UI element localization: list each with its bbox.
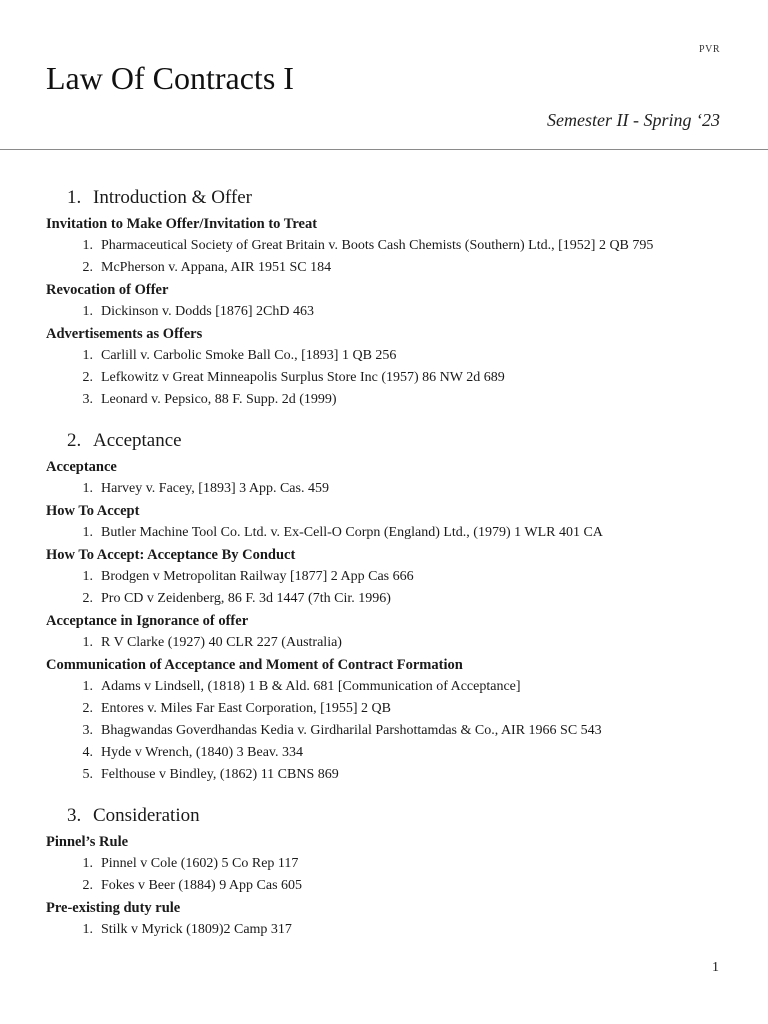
section — [46, 804, 736, 941]
case-citation: Fokes v Beer (1884) 9 App Cas 605 — [101, 878, 303, 893]
case-citation: Brodgen v Metropolitan Railway [1877] 2 App Cas 666 — [101, 569, 414, 584]
author-initials: PVR — [699, 44, 720, 55]
case-item — [46, 345, 736, 367]
section-title: Consideration — [93, 805, 200, 826]
case-item — [46, 853, 736, 875]
case-number: 3. — [82, 392, 93, 407]
case-item — [46, 389, 736, 411]
case-item — [46, 367, 736, 389]
case-citation: Hyde v Wrench, (1840) 3 Beav. 334 — [101, 745, 303, 760]
section-title: Acceptance — [93, 430, 182, 451]
case-number: 4. — [82, 745, 93, 760]
case-number: 1. — [82, 304, 93, 319]
header-divider — [0, 149, 768, 150]
section-heading — [46, 804, 736, 828]
case-list — [46, 301, 736, 323]
document-body — [46, 186, 736, 959]
case-list — [46, 566, 736, 610]
section — [46, 429, 736, 786]
case-item — [46, 720, 736, 742]
case-item — [46, 522, 736, 544]
topic-heading: How To Accept — [46, 503, 140, 519]
case-number: 1. — [82, 481, 93, 496]
section-number: 1. — [67, 187, 82, 208]
case-list — [46, 632, 736, 654]
case-number: 1. — [82, 238, 93, 253]
case-citation: Pharmaceutical Society of Great Britain v. Boots Cash Chemists (Southern) Ltd., [1952] 2 QB 795 — [101, 238, 654, 253]
case-number: 2. — [82, 260, 93, 275]
case-item — [46, 698, 736, 720]
topic-heading: Invitation to Make Offer/Invitation to Treat — [46, 216, 318, 232]
case-citation: Lefkowitz v Great Minneapolis Surplus Store Inc (1957) 86 NW 2d 689 — [101, 370, 505, 385]
section-number: 2. — [67, 430, 82, 451]
section — [46, 186, 736, 411]
case-number: 1. — [82, 348, 93, 363]
case-citation: Stilk v Myrick (1809)2 Camp 317 — [101, 922, 292, 937]
case-list — [46, 853, 736, 897]
page-number: 1 — [712, 960, 719, 975]
topic-heading: Communication of Acceptance and Moment of Contract Formation — [46, 657, 463, 673]
topic-heading: Pre-existing duty rule — [46, 900, 181, 916]
case-item — [46, 764, 736, 786]
case-number: 1. — [82, 856, 93, 871]
topic-heading: Acceptance — [46, 459, 117, 475]
case-number: 2. — [82, 591, 93, 606]
case-citation: Pinnel v Cole (1602) 5 Co Rep 117 — [101, 856, 299, 871]
section-number: 3. — [67, 805, 82, 826]
case-citation: Leonard v. Pepsico, 88 F. Supp. 2d (1999) — [101, 392, 337, 407]
case-item — [46, 257, 736, 279]
topic-heading: Acceptance in Ignorance of offer — [46, 613, 249, 629]
case-citation: Carlill v. Carbolic Smoke Ball Co., [1893] 1 QB 256 — [101, 348, 397, 363]
case-number: 2. — [82, 370, 93, 385]
case-number: 1. — [82, 922, 93, 937]
case-number: 2. — [82, 701, 93, 716]
case-number: 1. — [82, 569, 93, 584]
case-citation: Felthouse v Bindley, (1862) 11 CBNS 869 — [101, 767, 339, 782]
case-citation: Pro CD v Zeidenberg, 86 F. 3d 1447 (7th Cir. 1996) — [101, 591, 391, 606]
case-citation: Entores v. Miles Far East Corporation, [1955] 2 QB — [101, 701, 391, 716]
case-item — [46, 235, 736, 257]
semester-label: Semester II - Spring ‘23 — [547, 110, 720, 130]
case-item — [46, 742, 736, 764]
case-item — [46, 566, 736, 588]
topic-heading: Advertisements as Offers — [46, 326, 203, 342]
case-list — [46, 676, 736, 786]
case-item — [46, 919, 736, 941]
document-title: Law Of Contracts I — [46, 60, 294, 96]
topic-heading: Pinnel’s Rule — [46, 834, 129, 850]
case-item — [46, 301, 736, 323]
case-citation: Dickinson v. Dodds [1876] 2ChD 463 — [101, 304, 314, 319]
case-number: 3. — [82, 723, 93, 738]
case-item — [46, 875, 736, 897]
case-number: 2. — [82, 878, 93, 893]
case-list — [46, 522, 736, 544]
case-item — [46, 588, 736, 610]
topic-heading: How To Accept: Acceptance By Conduct — [46, 547, 296, 563]
case-citation: Bhagwandas Goverdhandas Kedia v. Girdharilal Parshottamdas & Co., AIR 1966 SC 543 — [101, 723, 602, 738]
case-number: 1. — [82, 679, 93, 694]
case-citation: McPherson v. Appana, AIR 1951 SC 184 — [101, 260, 332, 275]
case-citation: Adams v Lindsell, (1818) 1 B & Ald. 681 [Communication of Acceptance] — [101, 679, 521, 694]
case-citation: R V Clarke (1927) 40 CLR 227 (Australia) — [101, 635, 342, 650]
section-title: Introduction & Offer — [93, 187, 252, 208]
case-citation: Butler Machine Tool Co. Ltd. v. Ex-Cell-O Corpn (England) Ltd., (1979) 1 WLR 401 CA — [101, 525, 603, 540]
section-heading — [46, 429, 736, 453]
case-list — [46, 345, 736, 411]
case-list — [46, 235, 736, 279]
case-citation: Harvey v. Facey, [1893] 3 App. Cas. 459 — [101, 481, 329, 496]
case-list — [46, 919, 736, 941]
case-item — [46, 478, 736, 500]
case-number: 1. — [82, 635, 93, 650]
case-item — [46, 632, 736, 654]
topic-heading: Revocation of Offer — [46, 282, 169, 298]
case-item — [46, 676, 736, 698]
section-heading — [46, 186, 736, 210]
case-number: 5. — [82, 767, 93, 782]
case-number: 1. — [82, 525, 93, 540]
case-list — [46, 478, 736, 500]
